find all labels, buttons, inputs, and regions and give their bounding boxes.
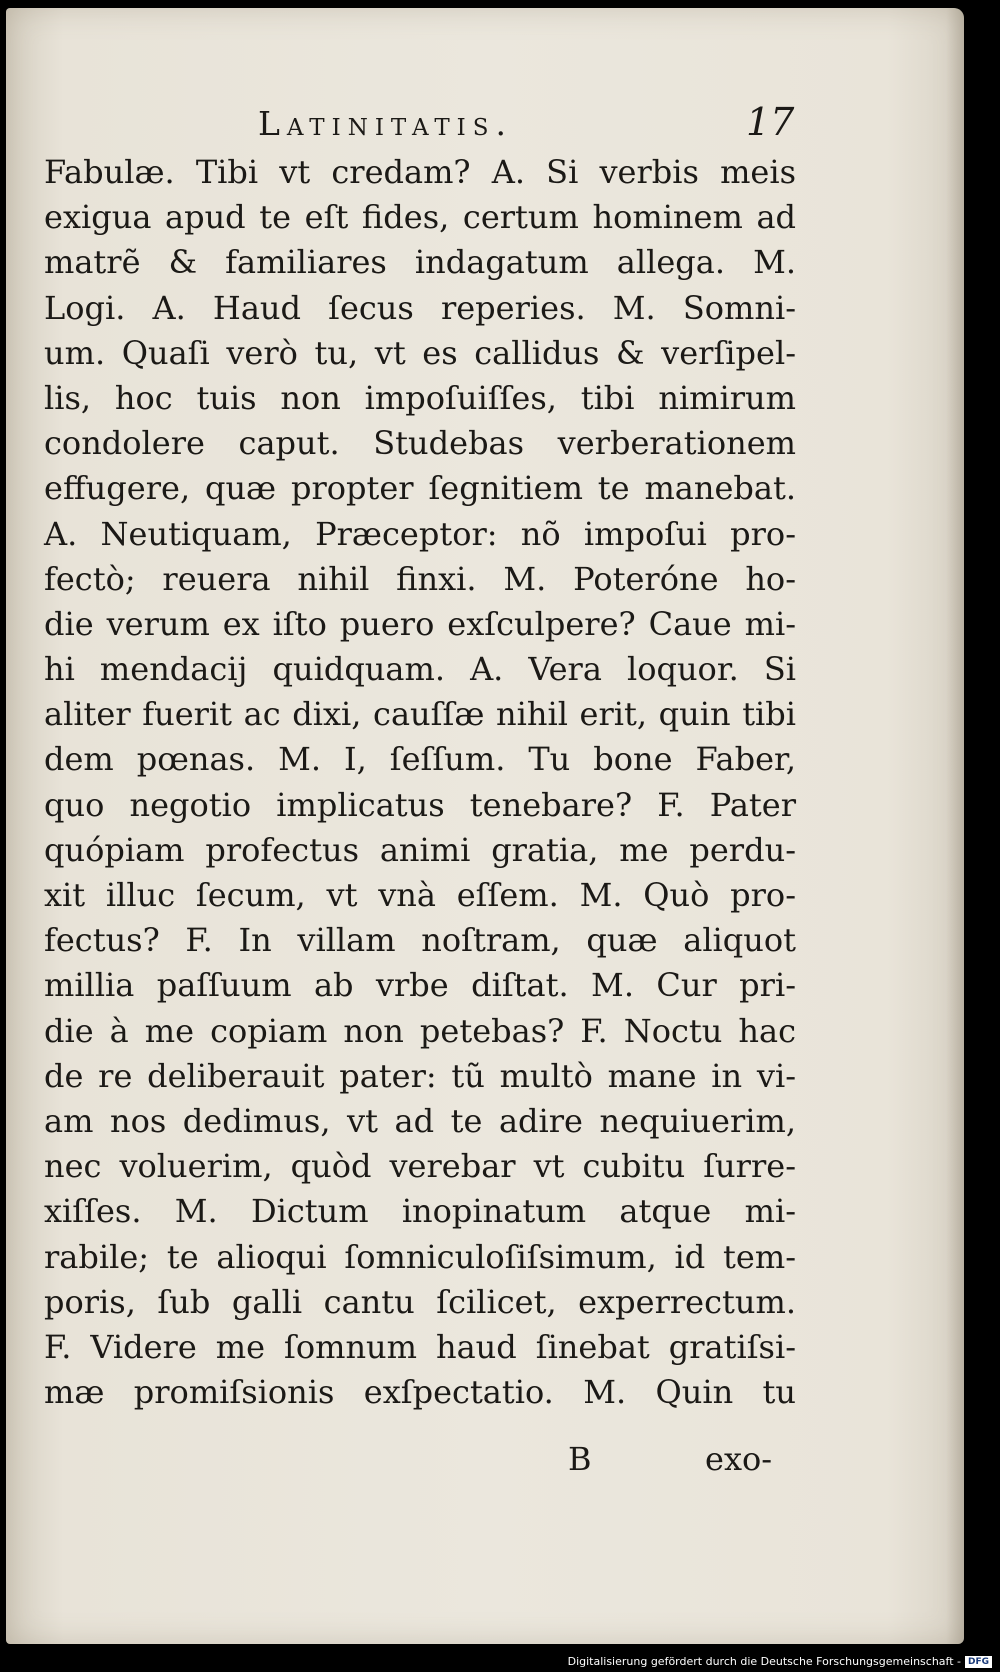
dfg-logo: DFG — [965, 1656, 992, 1668]
text-line: die verum ex iſto puero exſculpere? Caue mi- — [44, 604, 796, 643]
text-line: Fabulæ. Tibi vt credam? A. Si verbis meis — [44, 153, 796, 191]
text-line: quópiam profectus animi gratia, me perdu- — [44, 830, 796, 869]
text-line: A. Neutiquam, Præceptor: nõ impoſui pro- — [44, 514, 796, 553]
credit-text: Digitalisierung gefördert durch die Deutsche Forschungsgemeinschaft - — [567, 1655, 961, 1668]
text-line: fectus? F. In villam noſtram, quæ aliquot — [44, 921, 796, 960]
text-line: die à me copiam non petebas? F. Noctu hac — [44, 1011, 796, 1050]
text-line: quo negotio implicatus tenebare? F. Pater — [44, 785, 796, 824]
text-line: condolere caput. Studebas verberationem — [44, 424, 796, 463]
text-line: millia paſſuum ab vrbe diſtat. M. Cur pri- — [44, 966, 796, 1005]
text-line: effugere, quæ propter ſegnitiem te manebat. — [44, 469, 796, 508]
running-title: Latinitatis. — [258, 104, 514, 143]
signature-mark: B — [568, 1440, 592, 1478]
catchword: exo- — [705, 1440, 773, 1478]
text-line: F. Videre me ſomnum haud ſinebat gratiſsi- — [44, 1327, 796, 1366]
text-line: poris, ſub galli cantu ſcilicet, experrectum. — [44, 1282, 796, 1321]
text-line: hi mendacij quidquam. A. Vera loquor. Si — [44, 650, 796, 689]
text-line: dem pœnas. M. I, ſeſſum. Tu bone Faber, — [44, 740, 796, 779]
text-line: um. Quaſi verò tu, vt es callidus & verſipel- — [44, 333, 796, 372]
digitization-credit — [568, 1655, 992, 1668]
text-line: mæ promiſsionis exſpectatio. M. Quin tu — [44, 1373, 796, 1412]
text-line: exigua apud te eſt fides, certum hominem ad — [44, 198, 796, 237]
page-number: 17 — [746, 100, 795, 144]
text-line: xit illuc ſecum, vt vnà eſſem. M. Quò pro- — [44, 876, 796, 914]
text-line: Logi. A. Haud ſecus reperies. M. Somni- — [44, 288, 796, 327]
running-head — [0, 100, 1000, 150]
text-line: xiſſes. M. Dictum inopinatum atque mi- — [44, 1192, 796, 1231]
body-text — [44, 150, 796, 1415]
catch-line — [0, 1440, 1000, 1490]
text-line: am nos dedimus, vt ad te adire nequiuerim, — [44, 1101, 796, 1140]
text-line: matrẽ & familiares indagatum allega. M. — [44, 243, 796, 282]
text-line: fectò; reuera nihil finxi. M. Poteróne ho- — [44, 559, 796, 598]
text-line: rabile; te alioqui ſomniculoſiſsimum, id tem- — [44, 1237, 796, 1276]
text-line: nec voluerim, quòd verebar vt cubitu ſurre- — [44, 1147, 796, 1186]
text-line: aliter fuerit ac dixi, cauſſæ nihil erit, quin tibi — [44, 695, 796, 734]
text-line: lis, hoc tuis non impoſuiſſes, tibi nimirum — [44, 378, 796, 417]
text-line: de re deliberauit pater: tũ multò mane in vi- — [44, 1056, 796, 1095]
